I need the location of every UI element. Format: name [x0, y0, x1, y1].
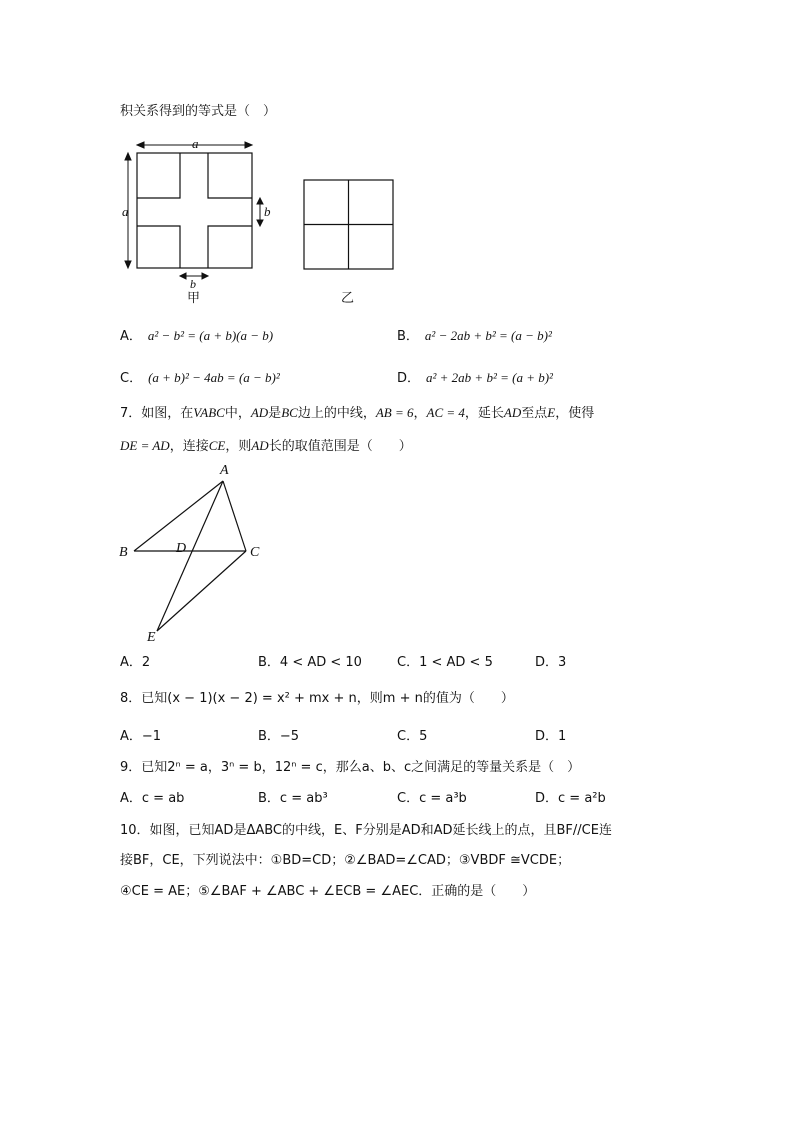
q7-stem-line2: DE = AD，连接CE，则AD长的取值范围是（ ）: [120, 438, 412, 454]
q10-stem-line2: 接BF，CE，下列说法中：①BD=CD；②∠BAD=∠CAD；③VBDF ≅VCDE；: [120, 853, 571, 868]
square-jia: [137, 153, 252, 268]
q7-option-a[interactable]: A．2: [120, 655, 151, 670]
q6-option-b-text: a² − 2ab + b² = (a − b)²: [424, 328, 552, 343]
square-yi: [304, 180, 393, 269]
q7-stem-line1: 7．如图，在VABC中，AD是BC边上的中线，AB = 6，AC = 4，延长AD至点E，使得: [120, 405, 595, 421]
q7-option-d[interactable]: D．3: [535, 655, 567, 670]
q8-option-a[interactable]: A．−1: [120, 729, 162, 744]
point-c-label: C: [250, 545, 260, 560]
segment-ae: [157, 481, 223, 631]
q8-option-b[interactable]: B．−5: [258, 729, 300, 744]
q6-option-b-key: B．: [397, 329, 419, 344]
point-a-label: A: [220, 463, 229, 478]
q6-option-a-key: A．: [120, 329, 142, 344]
label-b-right: b: [264, 204, 271, 219]
q6-option-a[interactable]: [120, 328, 273, 345]
point-b-label: B: [119, 545, 128, 560]
q6-option-d[interactable]: [397, 370, 553, 387]
q8-option-d[interactable]: D．1: [535, 729, 567, 744]
question-6-stem-tail: 积关系得到的等式是（ ）: [120, 104, 277, 119]
q9-option-c[interactable]: C．c = a³b: [397, 791, 467, 806]
label-a-top: a: [192, 136, 199, 151]
q9-option-b[interactable]: B．c = ab³: [258, 791, 328, 806]
q9-option-a[interactable]: A．c = ab: [120, 791, 185, 806]
q8-stem: 8．已知(x − 1)(x − 2) = x² + mx + n，则m + n的值为（ ）: [120, 691, 514, 706]
figure-squares: [118, 136, 418, 316]
q9-option-d[interactable]: D．c = a²b: [535, 791, 606, 806]
q6-option-d-text: a² + 2ab + b² = (a + b)²: [426, 370, 553, 385]
q10-stem-line1: 10．如图，已知AD是ΔABC的中线，E、F分别是AD和AD延长线上的点，且BF//CE连: [120, 823, 612, 838]
point-e-label: E: [147, 630, 156, 643]
q8-option-c[interactable]: C．5: [397, 729, 428, 744]
segment-ce: [157, 551, 246, 631]
q6-option-c-text: (a + b)² − 4ab = (a − b)²: [148, 370, 280, 385]
q9-stem: 9．已知2ⁿ = a，3ⁿ = b，12ⁿ = c，那么a、b、c之间满足的等量关系是（ ）: [120, 760, 581, 775]
q7-option-b[interactable]: B．4 < AD < 10: [258, 655, 362, 670]
q10-stem-line3: ④CE = AE；⑤∠BAF + ∠ABC + ∠ECB = ∠AEC．正确的是（ ）: [120, 884, 536, 899]
q6-option-b[interactable]: [397, 328, 552, 345]
dim-b-right: [257, 198, 263, 226]
caption-yi: 乙: [341, 291, 355, 306]
label-b-bottom: b: [190, 277, 196, 291]
q6-option-c[interactable]: [120, 370, 280, 387]
figure-triangle: [115, 458, 285, 643]
q6-option-d-key: D．: [397, 371, 421, 386]
q7-option-c[interactable]: C．1 < AD < 5: [397, 655, 493, 670]
label-a-left: a: [122, 204, 129, 219]
q6-option-c-key: C．: [120, 371, 143, 386]
caption-jia: 甲: [187, 291, 201, 306]
point-d-label: D: [176, 541, 187, 556]
q6-option-a-text: a² − b² = (a + b)(a − b): [147, 328, 274, 343]
segment-ac: [223, 481, 246, 551]
